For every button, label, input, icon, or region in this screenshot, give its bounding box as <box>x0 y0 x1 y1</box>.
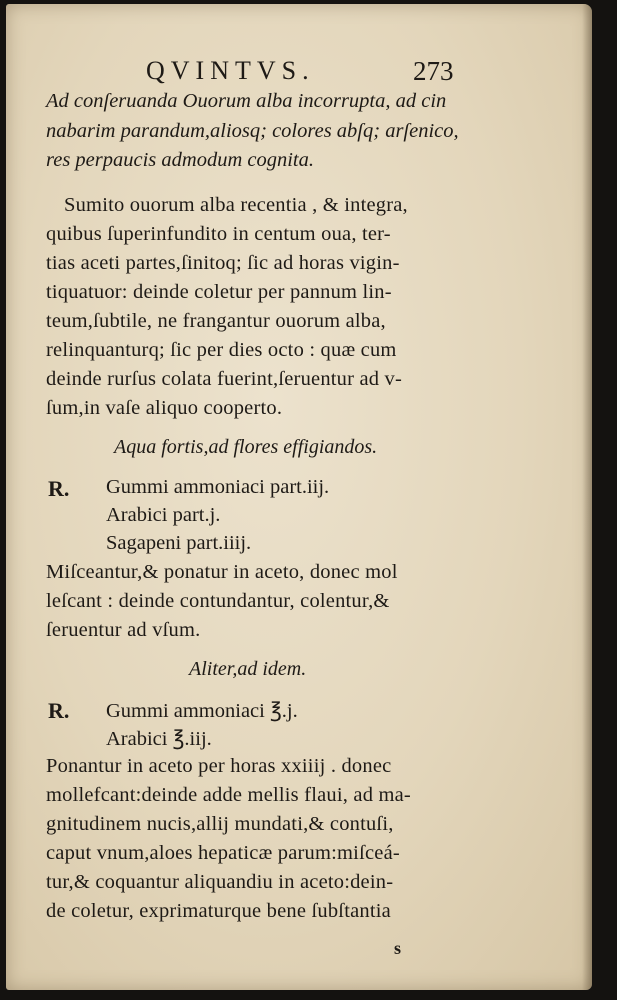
title-line: res perpaucis admodum cognita. <box>46 149 314 171</box>
ingredient-line: Gummi ammoniaci part.iij. <box>106 476 330 498</box>
ingredient-line: Arabici part.j. <box>106 504 221 526</box>
paragraph-line: deinde rurſus colata fuerint,ſeruentur ad v- <box>46 368 403 390</box>
book-page <box>6 4 592 990</box>
paragraph-line: gnitudinem nucis,allij mundati,& contuſi, <box>46 813 394 835</box>
paragraph-line: caput vnum,aloes hepaticæ parum:miſceá- <box>46 842 400 864</box>
running-head: QVINTVS. <box>146 56 315 85</box>
ingredient-line: Gummi ammoniaci ℥.j. <box>106 700 298 722</box>
paragraph-line: de coletur, exprimaturque bene ſubſtantia <box>46 900 391 922</box>
paragraph-line: relinquanturq; ſic per dies octo : quæ cum <box>46 339 397 361</box>
paragraph-line: leſcant : deinde contundantur, colentur,& <box>46 590 390 612</box>
page-edge-shadow <box>582 4 592 990</box>
title-line: nabarim parandum,aliosq; colores abſq; arſenico, <box>46 120 459 142</box>
recipe-mark: R. <box>48 476 70 501</box>
title-line: Ad conſeruanda Ouorum alba incorrupta, ad cin <box>46 90 447 112</box>
paragraph-line: Ponantur in aceto per horas xxiiij . donec <box>46 755 392 777</box>
section-heading: Aliter,ad idem. <box>189 658 307 680</box>
paragraph-line: teum,ſubtile, ne frangantur ouorum alba, <box>46 310 386 332</box>
catchword: s <box>394 938 402 958</box>
paragraph-line: ſeruentur ad vſum. <box>46 619 201 641</box>
ingredient-line: Sagapeni part.iiij. <box>106 532 252 554</box>
paragraph-line: tur,& coquantur aliquandiu in aceto:dein- <box>46 871 394 893</box>
ingredient-line: Arabici ℥.iij. <box>106 728 212 750</box>
recipe-mark: R. <box>48 698 70 723</box>
page-number: 273 <box>413 56 454 86</box>
paragraph-line: Miſceantur,& ponatur in aceto, donec mol <box>46 561 398 583</box>
paragraph-line: ſum,in vaſe aliquo cooperto. <box>46 397 283 419</box>
paragraph-line: tias aceti partes,ſinitoq; ſic ad horas vigin- <box>46 252 400 274</box>
paragraph-line: Sumito ouorum alba recentia , & integra, <box>64 194 408 216</box>
paragraph-line: mollefcant:deinde adde mellis flaui, ad ma- <box>46 784 411 806</box>
paragraph-line: tiquatuor: deinde coletur per pannum lin- <box>46 281 392 303</box>
paragraph-line: quibus ſuperinfundito in centum oua, ter- <box>46 223 391 245</box>
section-heading: Aqua fortis,ad flores effigiandos. <box>114 436 378 458</box>
